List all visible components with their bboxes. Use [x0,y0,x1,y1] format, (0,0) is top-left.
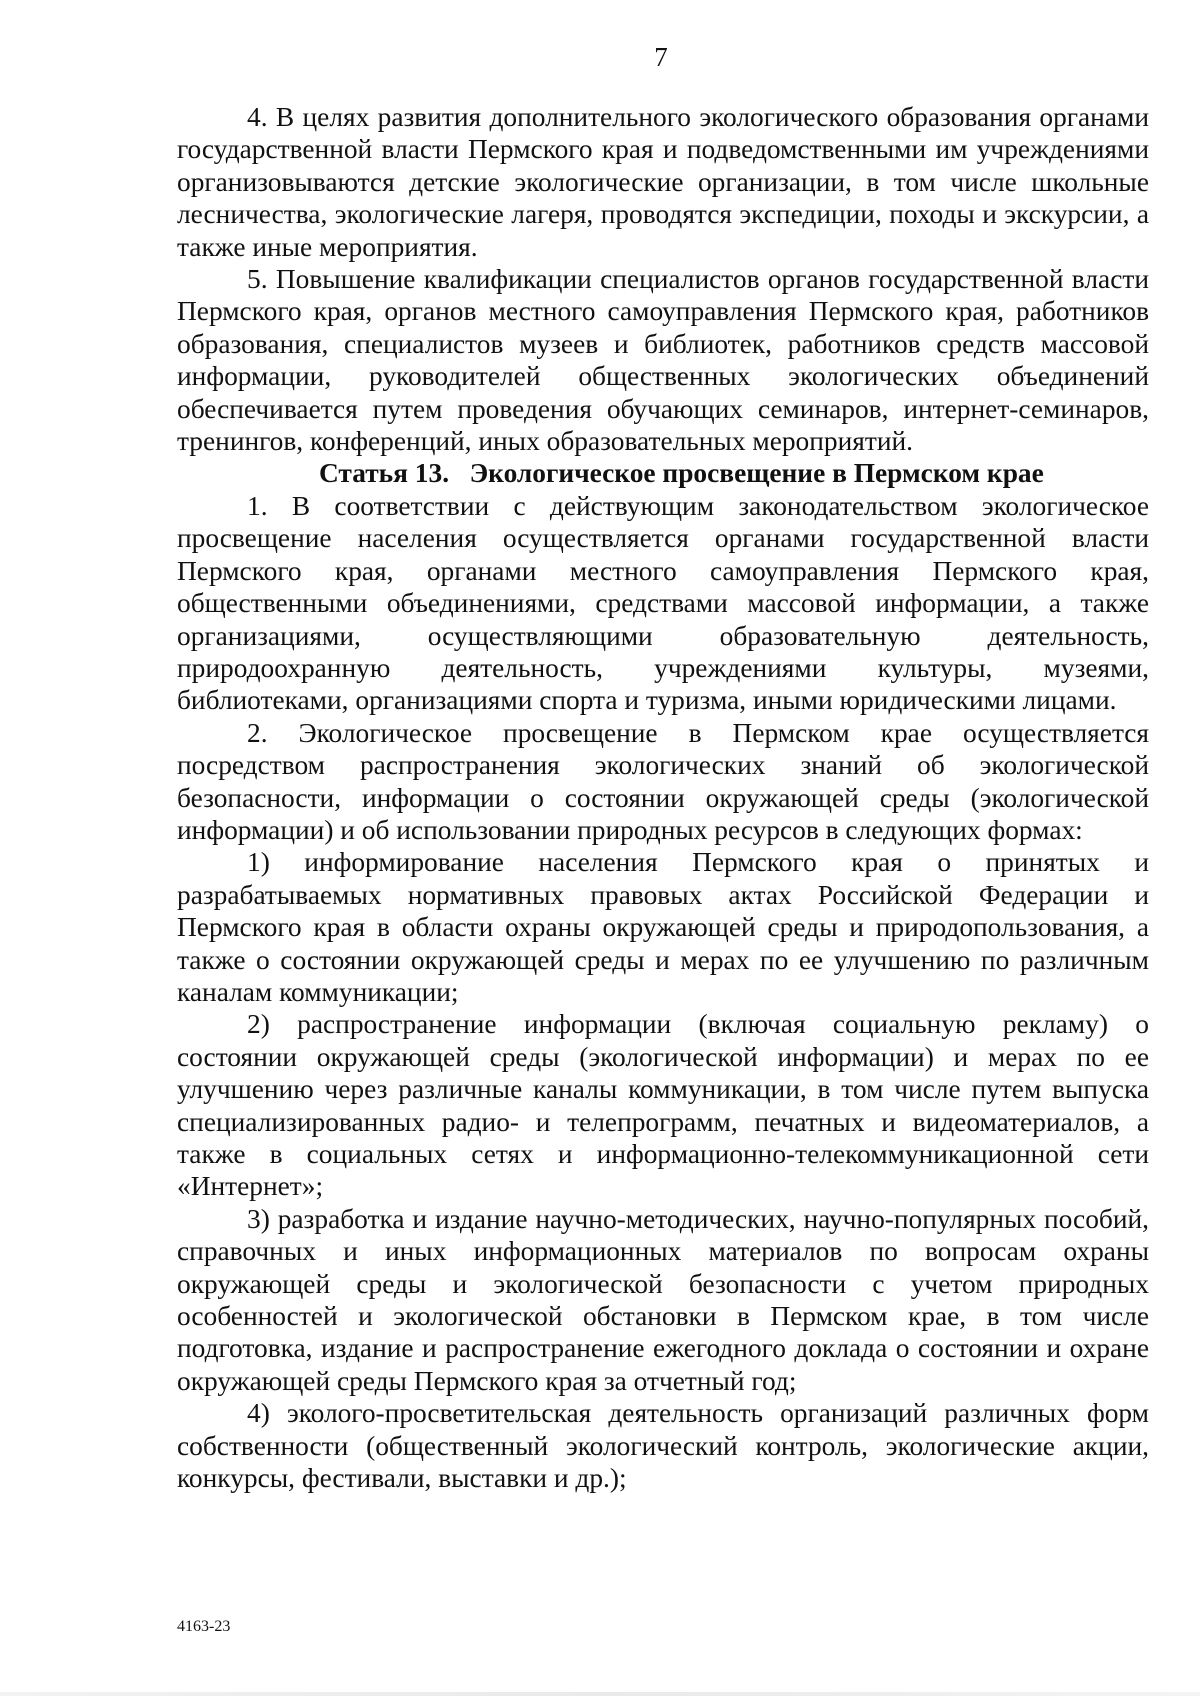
scan-edge-divider [0,1692,1200,1696]
article-13-title: Статья 13. Экологическое просвещение в Пермском крае [319,458,1044,489]
paragraph-13-2-education-forms: 2. Экологическое просвещение в Пермском крае осуществляется посредством распространения экологических знаний об экологической безопасности, информации о состоянии окружающей среды (экологической информации) и об использовании природных ресурсов в следующих формах: [177,717,1149,845]
document-body [177,101,1149,1494]
paragraph-4-additional-education: 4. В целях развития дополнительного экологического образования органами государственной власти Пермского края и подведомственными им учреждениями организовываются детские экологические организации, в том числе школьные лесничества, экологические лагеря, проводятся экспедиции, походы и экскурсии, а также иные мероприятия. [177,102,1149,262]
list-item-3-publications: 3) разработка и издание научно-методических, научно-популярных пособий, справочных и иных информационных материалов по вопросам охраны окружающей среды и экологической безопасности с учетом природных особенностей и экологической обстановки в Пермском крае, в том числе подготовка, издание и распространение ежегодного доклада о состоянии и охране окружающей среды Пермского края за отчетный год; [177,1203,1149,1396]
document-code: 4163-23 [177,1618,231,1635]
list-item-2-distribution: 2) распространение информации (включая социальную рекламу) о состоянии окружающей среды (экологической информации) и мерах по ее улучшению через различные каналы коммуникации, в том числе путем выпуска специализированных радио- и телепрограмм, печатных и видеоматериалов, а также в социальных сетях и информационно-телекоммуникационной сети «Интернет»; [177,1009,1149,1202]
list-item-4-eco-activity: 4) эколого-просветительская деятельность организаций различных форм собственности (общественный экологический контроль, экологические акции, конкурсы, фестивали, выставки и др.); [177,1398,1149,1494]
paragraph-5-qualification: 5. Повышение квалификации специалистов органов государственной власти Пермского края, органов местного самоуправления Пермского края, работников образования, специалистов музеев и библиотек, работников средств массовой информации, руководителей общественных экологических объединений обеспечивается путем проведения обучающих семинаров, интернет-семинаров, тренингов, конференций, иных образовательных мероприятий. [177,264,1149,457]
page-number: 7 [654,42,668,72]
paragraph-13-1-education-subjects: 1. В соответствии с действующим законодательством экологическое просвещение населения осуществляется органами государственной власти Пермского края, органами местного самоуправления Пермского края, общественными объединениями, средствами массовой информации, а также организациями, осуществляющими образовательную деятельность, природоохранную деятельность, учреждениями культуры, музеями, библиотеками, организациями спорта и туризма, иными юридическими лицами. [177,490,1149,716]
list-item-1-informing: 1) информирование населения Пермского края о принятых и разрабатываемых нормативных правовых актах Российской Федерации и Пермского края в области охраны окружающей среды и природопользования, а также о состоянии окружающей среды и мерах по ее улучшению по различным каналам коммуникации; [177,847,1149,1007]
